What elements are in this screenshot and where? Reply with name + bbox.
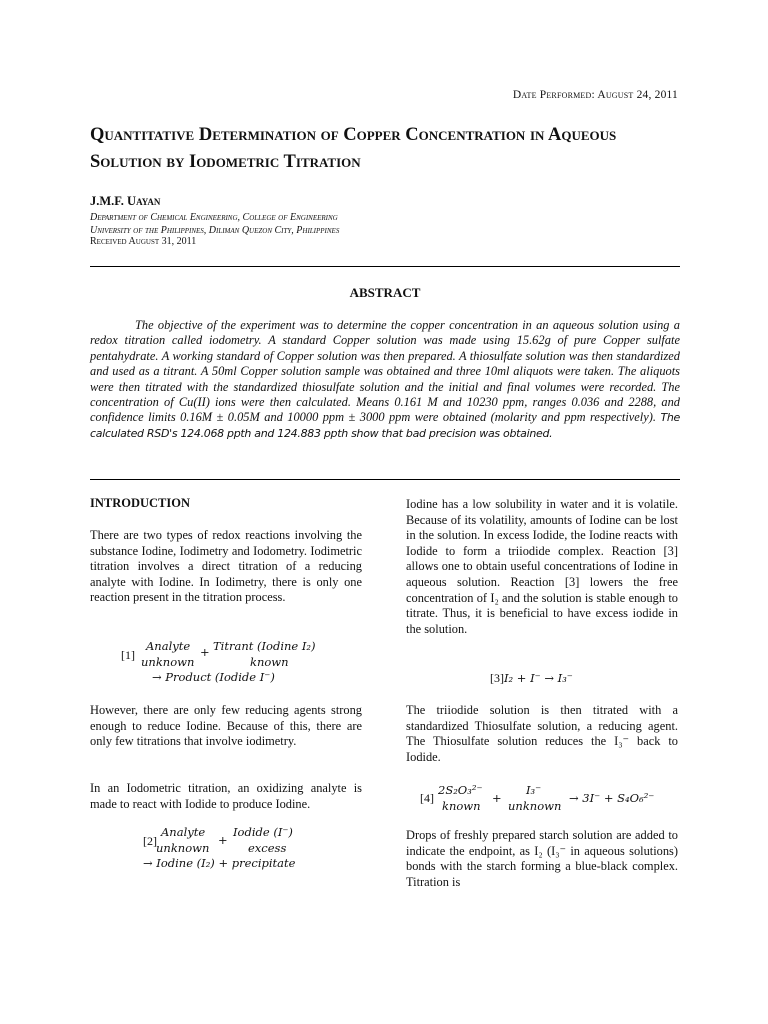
affiliation <box>90 211 339 237</box>
eq3-number: [3] <box>490 671 504 685</box>
eq4-known: known <box>442 799 481 813</box>
right-paragraph-3 <box>406 828 678 890</box>
author-name: J.M.F. Uayan <box>90 194 161 208</box>
eq2-number: [2] <box>143 834 157 848</box>
introduction-heading: INTRODUCTION <box>90 496 191 510</box>
eq4-plus: + <box>492 791 502 805</box>
top-divider <box>90 266 680 267</box>
affiliation-line-2: University of the Philippines, Diliman Quezon City, Philippines <box>90 225 340 236</box>
abstract-rsd-sentence: The calculated RSD's 124.068 ppth and 124.883 ppth show that bad precision was obtained. <box>90 411 680 440</box>
intro-paragraph-1: There are two types of redox reactions involving the substance Iodine, Iodimetry and Iodometry. Iodimetric titration involves a direct titration of a reducing analyte with Iodine. In Iodimetry, there is only one reaction present in the titration process. <box>90 528 362 605</box>
eq1-product: → Product (Iodide I⁻) <box>152 670 275 684</box>
eq2-iodide: Iodide (I⁻) <box>233 825 293 839</box>
eq2-analyte: Analyte <box>161 825 206 839</box>
eq4-triiodide: I₃⁻ <box>526 783 542 797</box>
eq2-plus: + <box>218 833 228 847</box>
eq1-number: [1] <box>121 648 135 662</box>
eq1-known: known <box>250 655 289 669</box>
eq4-thiosulfate: 2S₂O₃²⁻ <box>438 783 483 797</box>
eq1-analyte: Analyte <box>146 639 191 653</box>
left-column <box>90 496 362 512</box>
intro-paragraph-3: In an Iodometric titration, an oxidizing analyte is made to react with Iodide to produce Iodine. <box>90 781 362 811</box>
iodine-paragraph: Iodine has a low solubility in water and it is volatile. Because of its volatility, amounts of Iodine can be lost in the solution. In excess Iodide, the Iodine reacts with Iodide to form a triiodide complex. Reaction [3] allows one to obtain useful concentrations of Iodine in aqueous solution. Reaction [3] lowers the free concentration of I₂ and the solution is stable enough to titrate. Thus, it is beneficial to have excess iodide in the solution. <box>406 497 678 636</box>
eq2-unknown: unknown <box>156 841 210 855</box>
equation-1 <box>121 640 341 696</box>
triiodide-paragraph: The triiodide solution is then titrated with a standardized Thiosulfate solution, a reducing agent. The Thiosulfate solution reduces the I₃⁻ back to Iodide. <box>406 703 678 764</box>
eq1-titrant: Titrant (Iodine I₂) <box>213 639 316 653</box>
eq2-product: → Iodine (I₂) + precipitate <box>143 856 296 870</box>
affiliation-line-1: Department of Chemical Engineering, College of Engineering <box>90 212 338 223</box>
paper-title: Quantitative Determination of Copper Concentration in Aqueous Solution by Iodometric Titration <box>90 125 617 172</box>
equation-3 <box>490 672 573 685</box>
eq2-excess: excess <box>248 841 287 855</box>
eq4-unknown: unknown <box>508 799 562 813</box>
abstract-text <box>90 318 680 441</box>
eq3-body: I₂ + I⁻ → I₃⁻ <box>504 671 573 685</box>
eq4-number: [4] <box>420 791 434 805</box>
eq1-unknown: unknown <box>141 655 195 669</box>
left-paragraph-2 <box>90 703 362 750</box>
abstract-heading: ABSTRACT <box>349 285 421 300</box>
abstract-body: The objective of the experiment was to determine the copper concentration in an aqueous solution using a redox titration called iodometry. A standard Copper solution was made using 15.62g of pure Copper sulfate pentahydrate. A working standard of Copper solution was then prepared. A thiosulfate solution was then standardized and used as a titrant. A 50ml Copper solution sample was obtained and three 10ml aliquots were taken. The aliquots were then titrated with the standardized thiosulfate solution and the initial and final volumes were recorded. The concentration of Cu(II) ions were then calculated. Means 0.161 M and 10230 ppm, ranges 0.036 and 2288, and confidence limits 0.16M ± 0.05M and 10000 ppm ± 3000 ppm were obtained (molarity and ppm respectively). <box>90 318 680 425</box>
eq1-plus: + <box>200 645 210 659</box>
abstract-divider <box>90 479 680 480</box>
equation-4 <box>420 784 680 820</box>
right-paragraph-2 <box>406 703 678 765</box>
left-paragraph-3 <box>90 781 362 812</box>
intro-paragraph-2: However, there are only few reducing agents strong enough to reduce Iodine. Because of this, there are only few titrations that involve iodimetry. <box>90 703 362 749</box>
eq4-products: → 3I⁻ + S₄O₆²⁻ <box>569 791 655 805</box>
right-paragraph-1 <box>406 497 678 637</box>
equation-2 <box>143 826 353 874</box>
received-date: Received August 31, 2011 <box>90 236 197 247</box>
starch-paragraph: Drops of freshly prepared starch solution are added to indicate the endpoint, as I₂ (I₃⁻ in aqueous solutions) bonds with the starch forming a blue-black complex. Titration is <box>406 828 678 889</box>
left-paragraph-1 <box>90 528 362 606</box>
date-performed: Date Performed: August 24, 2011 <box>512 89 678 101</box>
